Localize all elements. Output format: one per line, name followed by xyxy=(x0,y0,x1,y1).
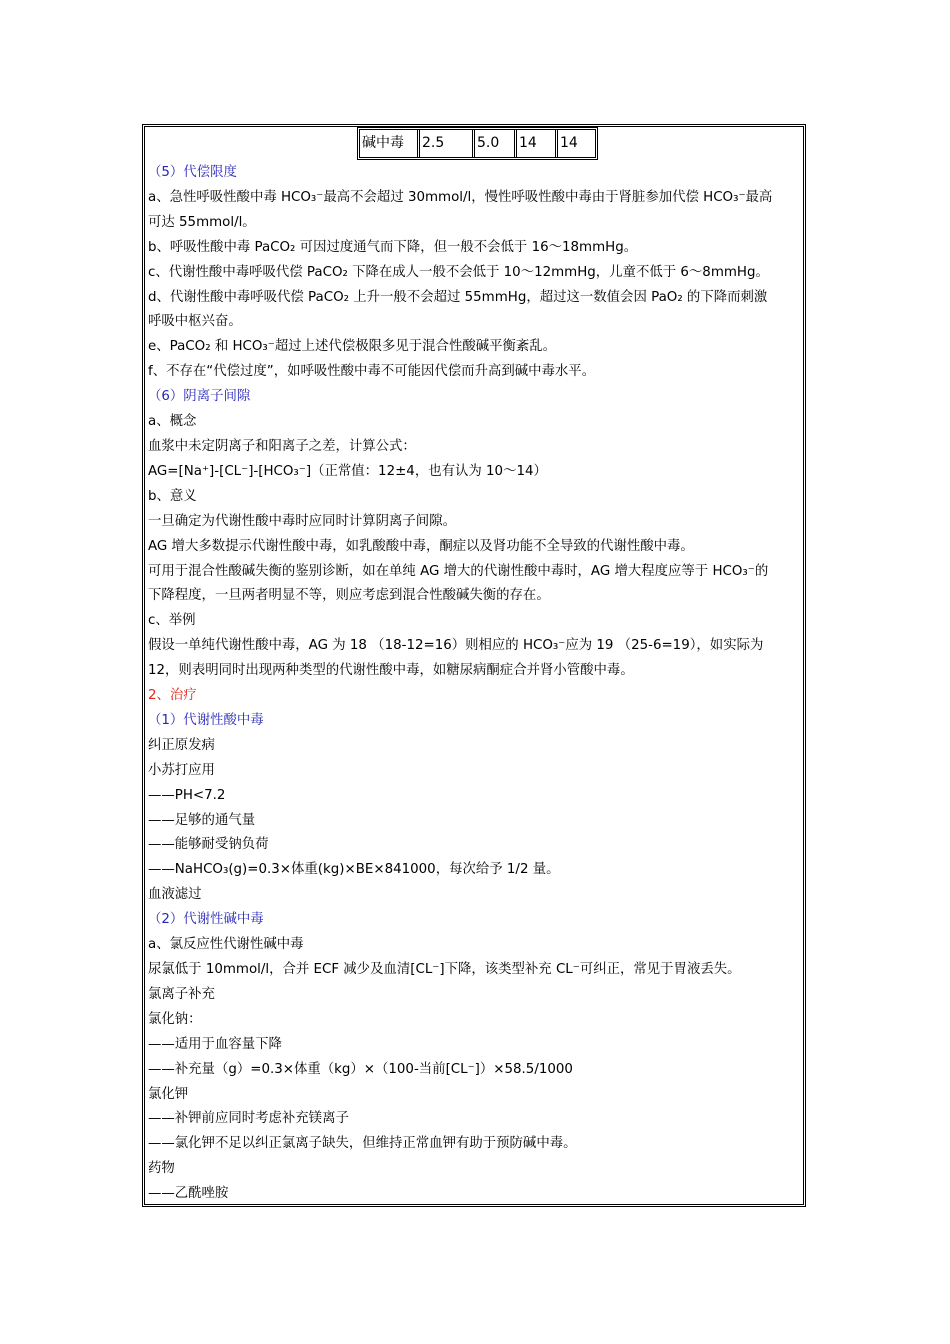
text-line: 血浆中未定阴离子和阳离子之差，计算公式： xyxy=(148,438,416,454)
section-heading: （1）代谢性酸中毒 xyxy=(148,712,264,728)
text-line: a、急性呼吸性酸中毒 HCO₃⁻最高不会超过 30mmol/l，慢性呼吸性酸中毒由于肾脏参加代偿 HCO₃⁻最高 xyxy=(148,189,773,205)
text-line: ——NaHCO₃(g)=0.3×体重(kg)×BE×841000，每次给予 1/2 量。 xyxy=(148,862,560,878)
text-line: ——补钾前应同时考虑补充镁离子 xyxy=(148,1111,349,1127)
text-line: ——能够耐受钠负荷 xyxy=(148,837,269,853)
text-line: AG 增大多数提示代谢性酸中毒，如乳酸酸中毒，酮症以及肾功能不全导致的代谢性酸中毒。 xyxy=(148,538,694,554)
text-line: ——PH<7.2 xyxy=(148,787,226,803)
table-cell: 14 xyxy=(517,130,558,157)
section-heading: （6）阴离子间隙 xyxy=(148,389,251,405)
section-heading: 2、治疗 xyxy=(148,688,197,704)
text-line: 氯化钾 xyxy=(148,1086,189,1102)
text-line: 下降程度，一旦两者明显不等，则应考虑到混合性酸碱失衡的存在。 xyxy=(148,588,550,604)
text-line: 氯化钠： xyxy=(148,1011,202,1027)
text-line: ——足够的通气量 xyxy=(148,812,256,828)
text-line: 一旦确定为代谢性酸中毒时应同时计算阴离子间隙。 xyxy=(148,513,456,529)
text-line: f、不存在“代偿过度”，如呼吸性酸中毒不可能因代偿而升高到碱中毒水平。 xyxy=(148,364,596,380)
text-line: ——乙酰唑胺 xyxy=(148,1186,229,1202)
document-frame xyxy=(142,124,806,1207)
table-cell: 14 xyxy=(560,135,578,151)
values-table xyxy=(357,127,598,160)
section-heading: （2）代谢性碱中毒 xyxy=(148,912,264,928)
text-line: 假设一单纯代谢性酸中毒，AG 为 18 （18-12=16）则相应的 HCO₃⁻应为 19 （25-6=19），如实际为 xyxy=(148,638,764,654)
text-line: a、概念 xyxy=(148,414,197,430)
text-line: a、氯反应性代谢性碱中毒 xyxy=(148,937,304,953)
text-line: b、意义 xyxy=(148,488,197,504)
text-line: d、代谢性酸中毒呼吸代偿 PaCO₂ 上升一般不会超过 55mmHg，超过这一数值会因 PaO₂ 的下降而刺激 xyxy=(148,289,768,305)
text-line: c、举例 xyxy=(148,613,196,629)
text-line: c、代谢性酸中毒呼吸代偿 PaCO₂ 下降在成人一般不会低于 10～12mmHg，儿童不低于 6～8mmHg。 xyxy=(148,264,769,280)
text-line: 氯离子补充 xyxy=(148,986,215,1002)
text-line: 12，则表明同时出现两种类型的代谢性酸中毒，如糖尿病酮症合并肾小管酸中毒。 xyxy=(148,663,634,679)
text-line: e、PaCO₂ 和 HCO₃⁻超过上述代偿极限多见于混合性酸碱平衡紊乱。 xyxy=(148,339,557,355)
text-line: 呼吸中枢兴奋。 xyxy=(148,314,242,330)
text-line: 小苏打应用 xyxy=(148,762,215,778)
text-line: b、呼吸性酸中毒 PaCO₂ 可因过度通气而下降，但一般不会低于 16～18mmHg。 xyxy=(148,239,638,255)
text-line: ——氯化钾不足以纠正氯离子缺失，但维持正常血钾有助于预防碱中毒。 xyxy=(148,1136,577,1152)
document-body xyxy=(148,161,800,1207)
text-line: 纠正原发病 xyxy=(148,737,215,753)
text-line: ——补充量（g）=0.3×体重（kg）×（100-当前[CL⁻]）×58.5/1000 xyxy=(148,1061,573,1077)
text-line: 药物 xyxy=(148,1161,175,1177)
table-cell: 碱中毒 xyxy=(360,130,420,157)
text-line: 可用于混合性酸碱失衡的鉴别诊断，如在单纯 AG 增大的代谢性酸中毒时，AG 增大程度应等于 HCO₃⁻的 xyxy=(148,563,769,579)
text-line: AG=[Na⁺]-[CL⁻]-[HCO₃⁻]（正常值：12±4，也有认为 10～14） xyxy=(148,463,547,479)
text-line: ——适用于血容量下降 xyxy=(148,1036,282,1052)
section-heading: （5）代偿限度 xyxy=(148,165,237,180)
text-line: 尿氯低于 10mmol/l，合并 ECF 减少及血清[CL⁻]下降，该类型补充 CL⁻可纠正，常见于胃液丢失。 xyxy=(148,962,741,977)
table-cell: 2.5 xyxy=(420,130,475,157)
text-line: 血液滤过 xyxy=(148,887,202,903)
table-cell: 5.0 xyxy=(475,130,517,157)
text-line: 可达 55mmol/l。 xyxy=(148,214,256,230)
